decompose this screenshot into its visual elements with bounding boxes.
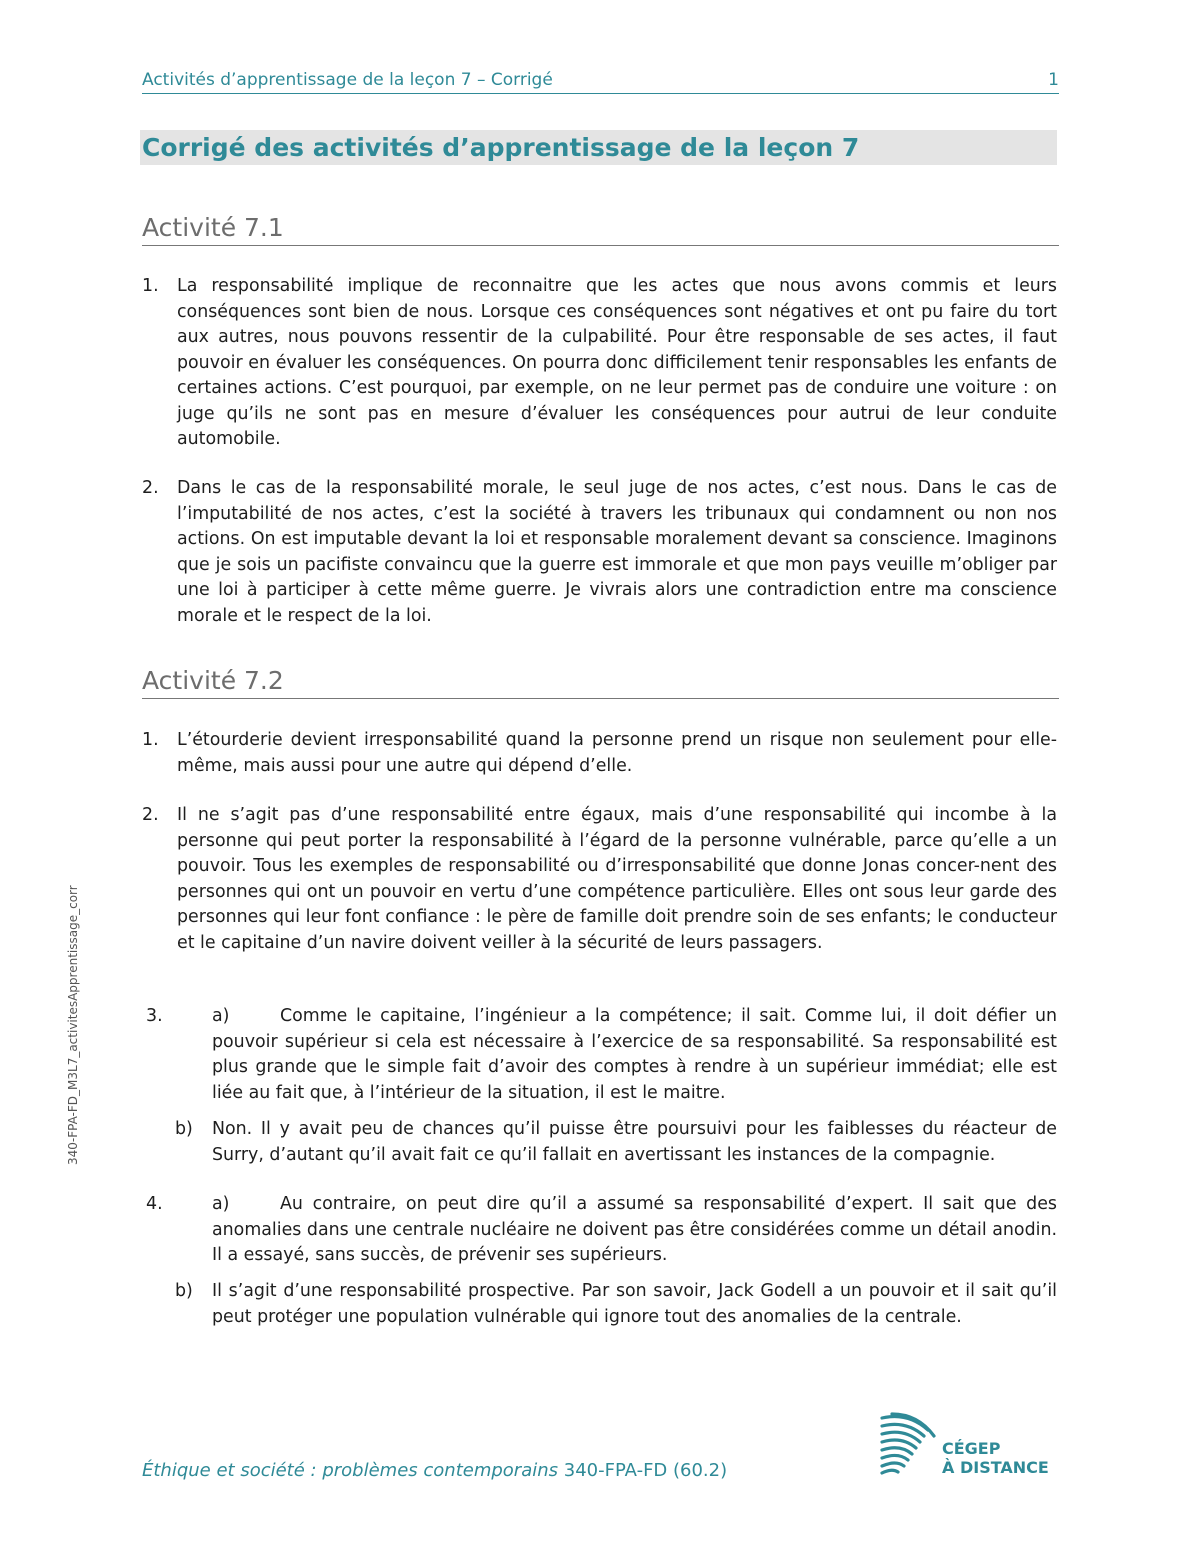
- list-item: [142, 803, 1057, 956]
- list-item: [142, 476, 1057, 629]
- sub-item-letter: a): [212, 1194, 230, 1214]
- page-number: 1: [1048, 70, 1059, 90]
- page-title: Corrigé des activités d’apprentissage de la leçon 7: [140, 130, 1057, 165]
- side-document-code: 340-FPA-FD_M3L7_activitesApprentissage_corr: [66, 885, 80, 1165]
- list-item-4a: [142, 1192, 1057, 1269]
- list-item-4b: [142, 1279, 1057, 1330]
- list-item-number: 2.: [142, 478, 159, 498]
- sub-item-letter: b): [175, 1281, 193, 1301]
- list-item-number: 1.: [142, 276, 159, 296]
- list-item: [142, 274, 1057, 453]
- list-item-number: 4.: [146, 1194, 163, 1214]
- section-title-7-2: Activité 7.2: [142, 666, 1059, 699]
- footer-course: [142, 1460, 727, 1481]
- sub-item-text: Comme le capitaine, l’ingénieur a la compétence; il sait. Comme lui, il doit défier un pouvoir supérieur si cela est nécessaire à l’exercice de sa responsabilité. Sa responsabilité est plus grande que le simple fait d’avoir des comptes à rendre à un supérieur immédiat; elle est liée au fait que, à l’intérieur de la situation, il est le maitre.: [212, 1006, 1057, 1103]
- logo-line-1: CÉGEP: [942, 1439, 1001, 1458]
- list-item: [142, 728, 1057, 779]
- logo-line-2: À DISTANCE: [942, 1458, 1049, 1477]
- course-code: 340-FPA-FD (60.2): [563, 1460, 728, 1481]
- list-item-text: L’étourderie devient irresponsabilité quand la personne prend un risque non seulement pour elle-même, mais aussi pour une autre qui dépend d’elle.: [177, 730, 1057, 776]
- sub-item-letter: a): [212, 1006, 230, 1026]
- list-item-text: Dans le cas de la responsabilité morale, le seul juge de nos actes, c’est nous. Dans le cas de l’imputabilité de nos actes, c’est la société à travers les tribunaux qui condamnent ou non nos actions. On est imputable devant la loi et responsable moralement devant sa conscience. Imaginons que je sois un pacifiste convaincu que la guerre est immorale et que mon pays veuille m’obliger par une loi à participer à cette même guerre. Je vivrais alors une contradiction entre ma conscience morale et le respect de la loi.: [177, 478, 1057, 626]
- section-title-7-1: Activité 7.1: [142, 213, 1059, 246]
- list-item-number: 2.: [142, 805, 159, 825]
- logo-text: [942, 1439, 1049, 1477]
- list-item-3a: [142, 1004, 1057, 1106]
- sub-item-text: Au contraire, on peut dire qu’il a assumé sa responsabilité d’expert. Il sait que des anomalies dans une centrale nucléaire ne doivent pas être considérées comme un détail anodin. Il a essayé, sans succès, de prévenir ses supérieurs.: [212, 1194, 1057, 1265]
- sub-item-text: Il s’agit d’une responsabilité prospective. Par son savoir, Jack Godell a un pouvoir et il sait qu’il peut protéger une population vulnérable qui ignore tout des anomalies de la centrale.: [212, 1281, 1057, 1327]
- list-item-number: 3.: [146, 1006, 163, 1026]
- course-title: Éthique et société : problèmes contemporains: [142, 1460, 559, 1481]
- sub-item-text: Non. Il y avait peu de chances qu’il puisse être poursuivi pour les faiblesses du réacteur de Surry, d’autant qu’il avait fait ce qu’il fallait en avertissant les instances de la compagnie.: [212, 1119, 1057, 1165]
- list-item-text: La responsabilité implique de reconnaitre que les actes que nous avons commis et leurs conséquences sont bien de nous. Lorsque ces conséquences sont négatives et ont pu faire du tort aux autres, nous pouvons ressentir de la culpabilité. Pour être responsable de ses actes, il faut pouvoir en évaluer les conséquences. On pourra donc difficilement tenir responsables les enfants de certaines actions. C’est pourquoi, par exemple, on ne leur permet pas de conduire une voiture : on juge qu’ils ne sont pas en mesure d’évaluer les conséquences pour autrui de leur conduite automobile.: [177, 276, 1057, 449]
- list-item-number: 1.: [142, 730, 159, 750]
- list-item-3b: [142, 1117, 1057, 1168]
- sub-item-letter: b): [175, 1119, 193, 1139]
- list-item-text: Il ne s’agit pas d’une responsabilité entre égaux, mais d’une responsabilité qui incombe à la personne qui peut porter la responsabilité à l’égard de la personne vulnérable, parce qu’elle a un pouvoir. Tous les exemples de responsabilité ou d’irresponsabilité que donne Jonas concer-nent des personnes qui ont un pouvoir en vertu d’une compétence particulière. Elles ont sous leur garde des personnes qui leur font confiance : le père de famille doit prendre soin de ses enfants; le conducteur et le capitaine d’un navire doivent veiller à la sécurité de leurs passagers.: [177, 805, 1057, 953]
- running-header: [142, 70, 1059, 94]
- running-title: Activités d’apprentissage de la leçon 7 – Corrigé: [142, 70, 553, 90]
